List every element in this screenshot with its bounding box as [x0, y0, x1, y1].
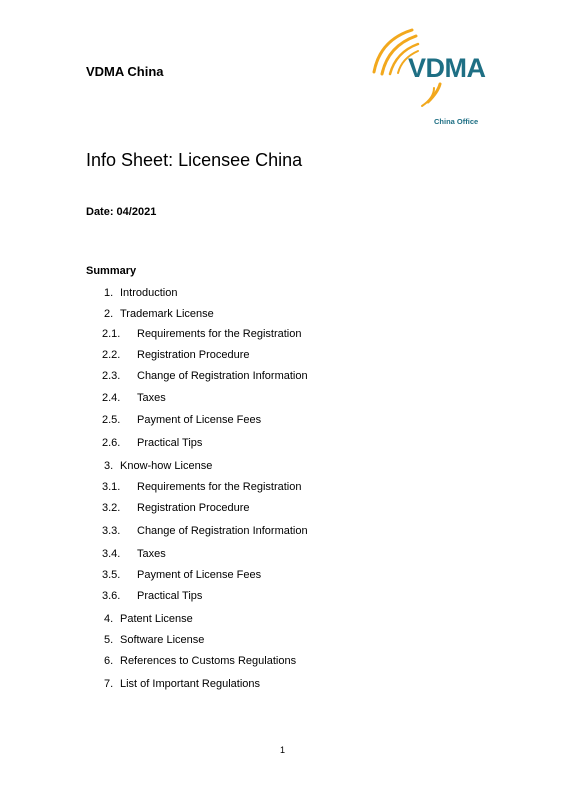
toc-item-label: Payment of License Fees: [137, 569, 262, 581]
logo-subtitle: China Office: [434, 117, 479, 126]
page-number: 1: [280, 745, 286, 755]
toc-item-label: Payment of License Fees: [137, 414, 262, 426]
toc-item-label: Software License: [120, 634, 205, 646]
toc-item-number: 3.1.: [102, 481, 121, 493]
toc-item-number: 3.4.: [102, 548, 121, 560]
toc-item-label: Practical Tips: [137, 590, 203, 602]
toc-item-number: 2.5.: [102, 414, 121, 426]
toc-item-number: 1.: [104, 287, 114, 299]
toc-item-label: Taxes: [137, 392, 166, 404]
toc-item-label: Practical Tips: [137, 437, 203, 449]
document-date: Date: 04/2021: [86, 206, 157, 218]
toc-item-number: 2.6.: [102, 437, 121, 449]
toc-item-label: Introduction: [120, 287, 178, 299]
toc-item-number: 3.5.: [102, 569, 121, 581]
toc-item-label: Requirements for the Registration: [137, 328, 302, 340]
toc-item-label: Registration Procedure: [137, 349, 250, 361]
toc-item-label: Know-how License: [120, 460, 213, 472]
toc-item-number: 7.: [104, 678, 114, 690]
toc-item-label: Taxes: [137, 548, 166, 560]
toc-item-label: Change of Registration Information: [137, 370, 308, 382]
document-title: Info Sheet: Licensee China: [86, 150, 303, 170]
toc-item-number: 3.3.: [102, 525, 121, 537]
toc-item-number: 5.: [104, 634, 114, 646]
toc-item-number: 2.1.: [102, 328, 121, 340]
toc-item-label: List of Important Regulations: [120, 678, 261, 690]
toc-item-label: Requirements for the Registration: [137, 481, 302, 493]
toc-item-label: Change of Registration Information: [137, 525, 308, 537]
toc-item-label: Trademark License: [120, 308, 214, 320]
toc-item-label: Patent License: [120, 613, 193, 625]
toc-item-number: 2.4.: [102, 392, 121, 404]
toc-item-number: 4.: [104, 613, 114, 625]
toc-item-number: 6.: [104, 655, 114, 667]
logo-wordmark: VDMA: [408, 53, 486, 83]
toc-item-number: 3.6.: [102, 590, 121, 602]
summary-heading: Summary: [86, 265, 137, 277]
toc-item-number: 2.2.: [102, 349, 121, 361]
toc-item-number: 2.: [104, 308, 114, 320]
toc-item-number: 3.: [104, 460, 114, 472]
toc-item-label: Registration Procedure: [137, 502, 250, 514]
toc-item-number: 3.2.: [102, 502, 121, 514]
organization-name: VDMA China: [86, 64, 164, 79]
toc-item-label: References to Customs Regulations: [120, 655, 297, 667]
toc-item-number: 2.3.: [102, 370, 121, 382]
